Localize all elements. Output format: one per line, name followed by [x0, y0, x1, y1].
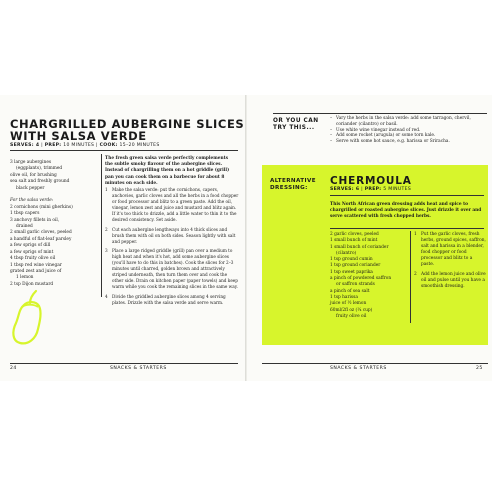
dressing-ingredient-line: juice of ½ lemon [330, 301, 367, 307]
ingredient-line: 1 tbsp capers [10, 211, 40, 217]
dressing-ingredient-line: 60ml/2fl oz (¼ cup) [330, 307, 373, 313]
dressing-ingredient-line: fruity olive oil [336, 313, 367, 319]
dressing-ingredient-line: 1 tsp harissa [330, 294, 358, 300]
step-number: 4 [105, 293, 108, 299]
dressing-steps [414, 232, 486, 293]
aubergine-icon [6, 285, 52, 349]
dressing-ingredient-line: 1 tsp ground coriander [330, 263, 381, 269]
step-number: 1 [414, 232, 417, 237]
try-heading-line-1: OR YOU CAN [273, 118, 319, 124]
ingredient-line: For the salsa verde: [10, 198, 54, 204]
step-text: Make the salsa verde: put the cornichons, capers, anchovies, garlic cloves and all the herbs in a food chopper or food processor and blitz to a green paste. Add the oil, vinegar, lemon zest and juice and mustard and blitz again. If it's too thick to drizzle, add a little water to thin it to the desired consistency. Set aside. [112, 187, 239, 223]
dressing-prep-value: 5 MINUTES [383, 187, 412, 192]
step-number: 1 [105, 187, 108, 192]
ingredient-line: 1 tbsp red wine vinegar [10, 262, 62, 268]
variation-text: Vary the herbs in the salsa verde: add some tarragon, chervil, coriander (cilantro) or basil. [336, 116, 471, 127]
dash-bullet: – [330, 127, 333, 133]
step-number: 3 [105, 247, 108, 253]
dressing-ingredient-line: 1 tsp sweet paprika [330, 269, 373, 275]
variation-text: Add some rocket (arugula) or some torn kale. [336, 133, 436, 139]
dash-bullet: – [330, 139, 333, 145]
dressing-ingredient-line: 2 garlic cloves, peeled [330, 232, 379, 237]
dressing-column-divider [410, 231, 411, 323]
left-footer-rule [10, 363, 238, 364]
recipe-intro: The fresh green salsa verde perfectly complements the subtle smoky flavour of the aubergine slices. Instead of chargrilling them on a hot griddle (grill) pan you can cook them on a barbecue for about 8 minutes on each side. [105, 156, 230, 186]
meta-divider [10, 150, 238, 151]
dressing-ingredient-line: (cilantro) [336, 250, 357, 256]
method-step [105, 187, 239, 224]
alternative-heading-line-2: DRESSING: [270, 185, 308, 191]
dressing-ingredient-line: 1 small bunch of mint [330, 238, 378, 244]
ingredient-line: 2 tsp Dijon mustard [10, 281, 54, 287]
dressing-title: CHERMOULA [330, 175, 412, 187]
ingredient-line: grated zest and juice of [10, 268, 62, 274]
ingredient-line: a few sprigs of dill [10, 243, 51, 249]
ingredient-line: olive oil, for brushing [10, 172, 57, 178]
recipe-meta: SERVES: 4 | PREP: 10 MINUTES | COOK: 15–20 MINUTES [10, 143, 160, 148]
ingredient-line: drained [16, 224, 33, 230]
recipe-title-line-1: CHARGRILLED AUBERGINE SLICES [10, 117, 245, 131]
dash-bullet: – [330, 116, 333, 121]
dressing-ingredients [330, 232, 408, 320]
ingredient-line: 2 cornichons (mini gherkins) [10, 204, 73, 210]
cook-value: 15–20 MINUTES [119, 143, 160, 148]
ingredient-line: 3 anchovy fillets in oil, [10, 217, 60, 223]
step-number: 2 [414, 271, 417, 277]
dressing-intro-rule [330, 228, 484, 229]
ingredient-line: 2 small garlic cloves, peeled [10, 230, 72, 236]
left-section-label: SNACKS & STARTERS [110, 366, 167, 371]
method-step [105, 294, 239, 306]
dressing-ingredient-line: or saffron strands [336, 282, 375, 288]
try-heading-line-2: TRY THIS... [273, 125, 315, 131]
dressing-serves: SERVES: 6 [330, 187, 360, 192]
serves-label: SERVES: 4 [10, 143, 40, 148]
ingredient-line: 1 lemon [16, 275, 34, 281]
ingredient-line: (eggplants), trimmed [16, 166, 63, 172]
cook-label: COOK: [99, 143, 118, 148]
step-text: Place a large ridged griddle (grill) pan over a medium to high heat and when it's hot, add some aubergine slices (you'll have to do this in batches). Cook the slices for 2–3 minutes until charred, golden brown and attractively striped underneath, then turn them over and cook the other side. Drain on kitchen paper (paper towels) and keep warm while you cook the remaining slices in the same way. [112, 247, 238, 290]
ingredients-list [10, 160, 98, 288]
ingredient-line: 3 large aubergines [10, 160, 52, 165]
prep-label: PREP: [44, 143, 62, 148]
dressing-meta-rule [330, 195, 484, 196]
step-text: Divide the griddled aubergine slices among 4 serving plates. Drizzle with the salsa verde and serve warm. [112, 293, 226, 305]
variation-item [330, 139, 488, 145]
dressing-ingredient-line: a pinch of sea salt [330, 288, 370, 294]
ingredient-line: sea salt and freshly ground [10, 179, 70, 185]
book-spine [245, 95, 247, 381]
recipe-title [10, 117, 245, 143]
dressing-ingredient-line: 1 tsp ground cumin [330, 257, 373, 263]
right-section-label: SNACKS & STARTERS [330, 366, 387, 371]
step-text: Put the garlic cloves, fresh herbs, ground spices, saffron, salt and harissa in a blender, food chopper or food processor and blitz to a paste. [421, 232, 486, 268]
step-text: Add the lemon juice and olive oil and pulse until you have a smoothish dressing. [421, 271, 486, 289]
variation-text: Serve with some hot sauce, e.g. harissa or Sriracha. [336, 139, 450, 145]
try-top-rule [273, 113, 487, 114]
prep-value: 10 MINUTES [63, 143, 95, 148]
ingredient-line: a handful of flat-leaf parsley [10, 236, 72, 242]
right-footer-rule [262, 363, 488, 364]
step-text: Cut each aubergine lengthways into 4 thick slices and brush them with oil on both sides. Season lightly with salt and pepper. [112, 226, 236, 244]
ingredient-line: a few sprigs of mint [10, 249, 54, 255]
try-heading [273, 118, 325, 132]
step-number: 2 [105, 226, 108, 232]
method-steps [105, 187, 239, 309]
dressing-ingredient-line: a pinch of powdered saffron [330, 276, 392, 282]
method-step [105, 227, 239, 245]
dressing-meta: SERVES: 6 | PREP: 5 MINUTES [330, 187, 412, 192]
dressing-step [414, 272, 486, 290]
dressing-ingredient-line: 1 small bunch of coriander [330, 244, 389, 250]
dressing-step [414, 232, 486, 269]
column-divider [101, 154, 102, 297]
dressing-intro: This North African green dressing adds heat and spice to chargrilled or roasted aubergine slices. Just drizzle it over and serve scattered with fresh chopped herbs. [330, 202, 482, 219]
variation-text: Use white wine vinegar instead of red. [336, 127, 421, 133]
ingredient-line: 4 tbsp fruity olive oil [10, 256, 56, 262]
right-page-number: 25 [476, 366, 483, 371]
variations-list [330, 116, 488, 145]
alternative-heading [270, 178, 322, 192]
recipe-title-line-2: WITH SALSA VERDE [10, 129, 147, 143]
method-step [105, 248, 239, 291]
left-page-number: 24 [10, 366, 17, 371]
dressing-prep-label: PREP: [364, 187, 382, 192]
variation-item [330, 116, 488, 128]
dash-bullet: – [330, 133, 333, 139]
alternative-heading-line-1: ALTERNATIVE [270, 178, 316, 184]
ingredient-line: black pepper [16, 185, 45, 191]
